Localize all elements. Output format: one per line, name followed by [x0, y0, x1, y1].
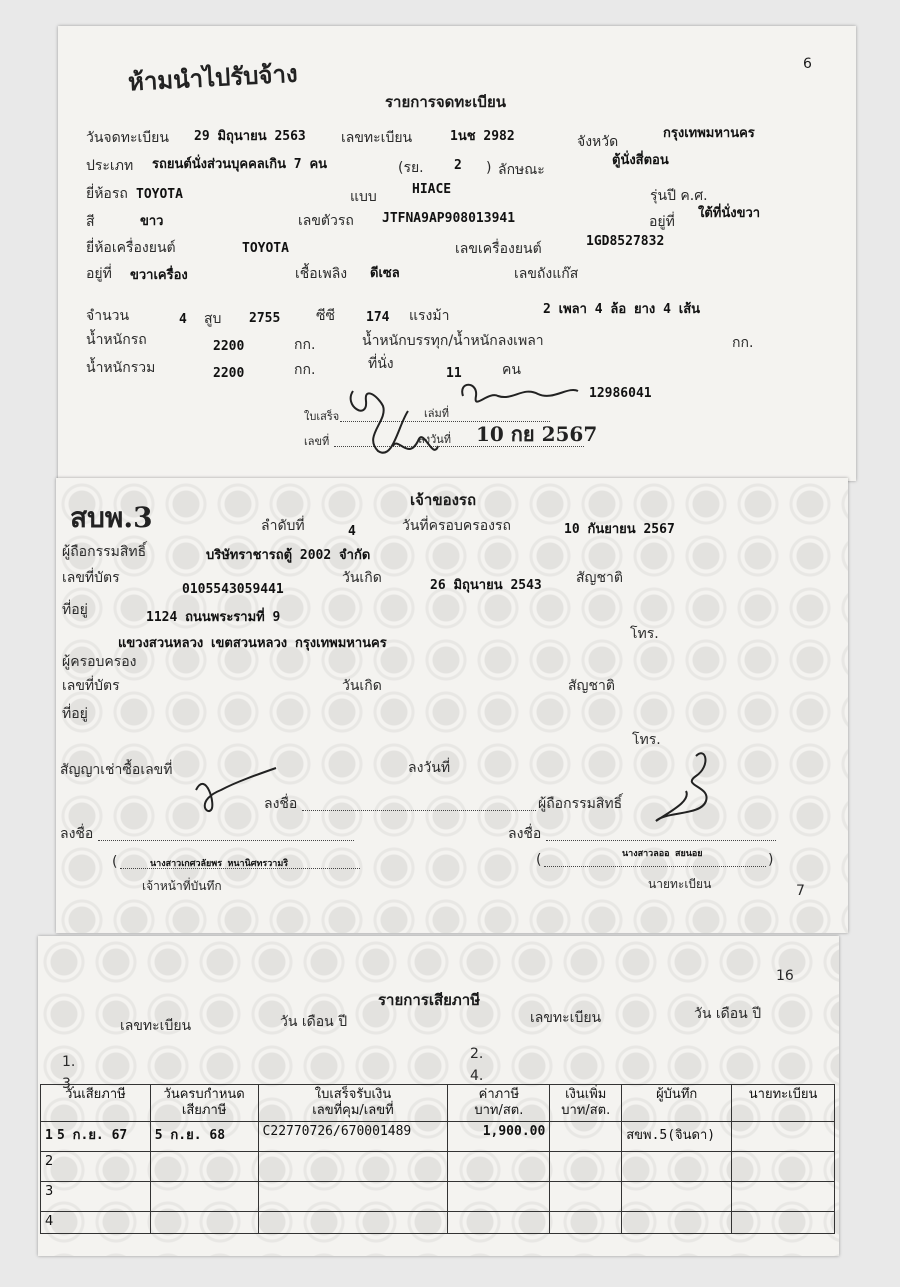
holder-signature	[636, 746, 736, 826]
ry-label: (รย.	[398, 160, 424, 176]
axles-wheels: 2 เพลา 4 ล้อ ยาง 4 เส้น	[543, 302, 701, 317]
tax-plate-row-3: 3.	[62, 1076, 76, 1092]
tax-title: รายการเสียภาษี	[378, 991, 481, 1009]
receipt-date-label: ลงวันที่	[418, 433, 452, 446]
receipt-no-label: เลขที่	[304, 435, 330, 448]
page-number: 6	[803, 56, 812, 72]
order-label: ลำดับที่	[261, 518, 305, 534]
possession-date: 10 กันยายน 2567	[564, 522, 675, 537]
receipt-label: ใบเสร็จ	[304, 410, 340, 423]
nationality-label: สัญชาติ	[576, 570, 623, 586]
possessor-id-label: เลขที่บัตร	[62, 678, 120, 694]
registration-sheet	[58, 26, 856, 481]
lease-date-label: ลงวันที่	[408, 760, 451, 776]
engine-brand: TOYOTA	[242, 241, 289, 256]
kg-label-1: กก.	[294, 337, 316, 353]
tax-amount: 1,900.00	[482, 1124, 546, 1139]
kg-label-3: กก.	[294, 362, 316, 378]
tax-header-row	[41, 1085, 835, 1122]
officer-name: นางสาวเกศวลัยพร หนานิศทรวามริ	[150, 859, 289, 869]
year-label: รุ่นปี ค.ศ.	[650, 188, 708, 204]
address-label: ที่อยู่	[62, 602, 88, 618]
tax-plate-label-right: เลขทะเบียน	[530, 1010, 602, 1026]
registration-title: รายการจดทะเบียน	[385, 93, 506, 111]
page-number-bottom: 16	[776, 968, 794, 984]
header-due-date: วันครบกำหนด เสียภาษี	[150, 1085, 258, 1122]
engine-number: 1GD8527832	[586, 234, 665, 249]
model: HIACE	[412, 182, 452, 197]
holder-sign-label: ผู้ถือกรรมสิทธิ์	[538, 796, 623, 812]
row-number: 4	[45, 1214, 54, 1229]
tax-table	[40, 1084, 835, 1234]
engine-location-label: อยู่ที่	[86, 266, 112, 282]
model-label: แบบ	[350, 189, 377, 205]
reg-date-label: วันจดทะเบียน	[86, 130, 169, 146]
registrar-sign-line	[546, 840, 776, 841]
province: กรุงเทพมหานคร	[663, 126, 755, 141]
officer-signature	[176, 760, 286, 820]
brand: TOYOTA	[136, 187, 183, 202]
gross-weight: 2200	[213, 366, 245, 381]
tax-plate-row-2: 2.	[470, 1046, 484, 1062]
plate: 1นช 2982	[450, 129, 515, 144]
fuel-label: เชื้อเพลิง	[295, 266, 348, 282]
registrar-open-paren: (	[536, 852, 542, 868]
vehicle-type: รถยนต์นั่งส่วนบุคคลเกิน 7 คน	[152, 157, 328, 172]
reg-date: 29 มิถุนายน 2563	[194, 129, 306, 144]
registrar-title: นายทะเบียน	[648, 877, 712, 891]
body-style: ตู้นั่งสี่ตอน	[612, 153, 669, 168]
address-line-2: แขวงสวนหลวง เขตสวนหลวง กรุงเทพมหานคร	[118, 636, 387, 651]
cylinders: 4	[179, 312, 187, 327]
hp-label: แรงม้า	[409, 308, 450, 324]
engine-brand-label: ยี่ห้อเครื่องยนต์	[86, 240, 176, 256]
row-number: 2	[45, 1154, 54, 1169]
ry-number: 2	[454, 158, 462, 173]
possessor-nation-label: สัญชาติ	[568, 678, 615, 694]
chassis-location: ใต้ที่นั่งขวา	[698, 206, 761, 221]
header-registrar: นายทะเบียน	[732, 1085, 835, 1122]
registrar-name: นางสาวลออ สยนอย	[622, 849, 703, 859]
header-tax: ค่าภาษี บาท/สต.	[448, 1085, 550, 1122]
tel-label: โทร.	[630, 626, 659, 642]
color: ขาว	[140, 214, 164, 229]
officer-open-paren: (	[112, 854, 118, 870]
ry-close: )	[486, 160, 492, 176]
owner-title: เจ้าของรถ	[410, 491, 477, 509]
officer-title: เจ้าหน้าที่บันทึก	[142, 879, 222, 893]
registrar-sign-label: ลงชื่อ	[508, 826, 542, 842]
row-number: 3	[45, 1184, 54, 1199]
brand-label: ยี่ห้อรถ	[86, 186, 128, 202]
horsepower: 174	[366, 310, 390, 325]
sign-label: ลงชื่อ	[264, 796, 298, 812]
tax-plate-row-1: 1.	[62, 1054, 76, 1070]
header-extra: เงินเพิ่ม บาท/สต.	[550, 1085, 622, 1122]
page-number-mid: 7	[796, 883, 805, 899]
possessor-tel-label: โทร.	[632, 732, 661, 748]
registrar-signature	[338, 366, 598, 476]
registrar-name-line	[544, 866, 766, 867]
engine-number-label: เลขเครื่องยนต์	[455, 241, 542, 257]
handwritten-date: 10 กย 2567	[476, 422, 598, 446]
load-label: น้ำหนักบรรทุก/น้ำหนักลงเพลา	[362, 333, 544, 349]
cylinder-label: สูบ	[204, 311, 222, 327]
seats-unit: คน	[502, 362, 521, 378]
row-number: 1	[45, 1128, 53, 1143]
engine-location: ขวาเครื่อง	[130, 268, 188, 283]
possessor-label: ผู้ครอบครอง	[62, 654, 137, 670]
tax-sheet	[38, 936, 839, 1256]
table-row	[41, 1152, 835, 1182]
kg-label-2: กก.	[732, 335, 754, 351]
seats-label: ที่นั่ง	[368, 356, 394, 372]
weight-label: น้ำหนักรถ	[86, 332, 147, 348]
possessor-birth-label: วันเกิด	[342, 678, 382, 694]
type-label: ประเภท	[86, 158, 134, 174]
plate-label: เลขทะเบียน	[341, 130, 413, 146]
birth-label: วันเกิด	[342, 570, 382, 586]
tax-date-label-left: วัน เดือน ปี	[280, 1014, 348, 1030]
id-number: 0105543059441	[182, 582, 284, 597]
weight: 2200	[213, 339, 245, 354]
gross-weight-label: น้ำหนักรวม	[86, 360, 156, 376]
chassis-location-label: อยู่ที่	[649, 214, 675, 230]
id-label: เลขที่บัตร	[62, 570, 120, 586]
no-hire-stamp: ห้ามนำไปรับจ้าง	[127, 58, 299, 97]
receipt-ref: C22770726/670001489	[262, 1124, 412, 1139]
officer-sign-line	[98, 840, 354, 841]
header-receipt: ใบเสร็จรับเงิน เลขที่คุม/เลขที่	[258, 1085, 448, 1122]
holder-label: ผู้ถือกรรมสิทธิ์	[62, 544, 147, 560]
table-row	[41, 1212, 835, 1234]
engine-cc: 2755	[249, 311, 281, 326]
registrar-close-paren: )	[768, 852, 774, 868]
address-line-1: 1124 ถนนพระรามที่ 9	[146, 610, 281, 625]
form-code: สบพ.3	[70, 501, 153, 534]
header-paid-date: วันเสียภาษี	[41, 1085, 151, 1122]
color-label: สี	[86, 214, 95, 230]
style-label: ลักษณะ	[498, 162, 545, 178]
seats: 11	[446, 366, 462, 381]
receipt-number: 12986041	[589, 386, 652, 401]
gas-tank-label: เลขถังแก๊ส	[514, 266, 579, 282]
tax-plate-row-4: 4.	[470, 1068, 484, 1084]
possessor-address-label: ที่อยู่	[62, 706, 88, 722]
chassis-number: JTFNA9AP908013941	[382, 211, 516, 226]
sign-line	[302, 810, 536, 811]
birth-date: 26 มิถุนายน 2543	[430, 578, 542, 593]
receipt-volume-label: เล่มที่	[424, 407, 450, 420]
tax-plate-label-left: เลขทะเบียน	[120, 1018, 192, 1034]
table-row	[41, 1122, 835, 1152]
count-label: จำนวน	[86, 308, 130, 324]
paid-date: 5 ก.ย. 67	[56, 1128, 128, 1143]
cc-label: ซีซี	[316, 308, 336, 324]
table-row	[41, 1182, 835, 1212]
due-date: 5 ก.ย. 68	[154, 1128, 226, 1143]
fuel: ดีเซล	[370, 266, 400, 281]
tax-date-label-right: วัน เดือน ปี	[694, 1006, 762, 1022]
order-number: 4	[348, 524, 356, 539]
possession-date-label: วันที่ครอบครองรถ	[402, 518, 511, 534]
chassis-label: เลขตัวรถ	[298, 213, 354, 229]
owner-sheet	[56, 478, 848, 933]
holder-name: บริษัทราชารถตู้ 2002 จำกัด	[206, 548, 371, 563]
province-label: จังหวัด	[577, 134, 619, 150]
recorder: สขพ.5(จินดา)	[626, 1128, 716, 1143]
officer-sign-label: ลงชื่อ	[60, 826, 94, 842]
lease-contract-label: สัญญาเช่าซื้อเลขที่	[60, 762, 173, 778]
header-recorder: ผู้บันทึก	[622, 1085, 732, 1122]
